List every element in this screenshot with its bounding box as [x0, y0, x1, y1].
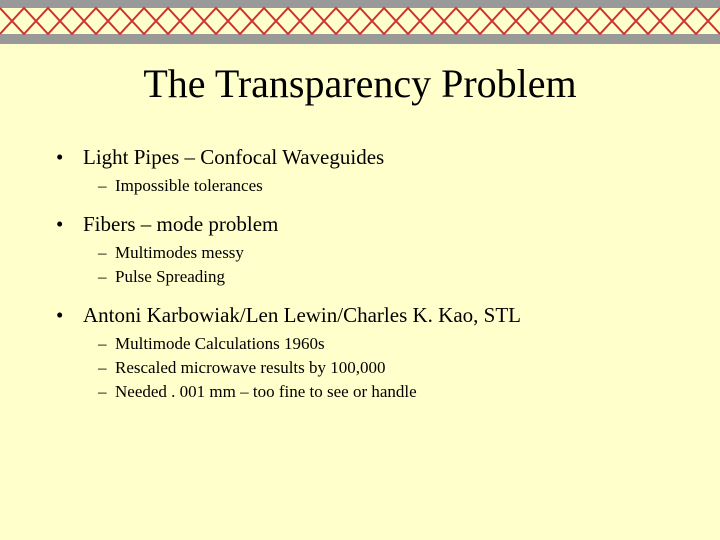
slide-title: The Transparency Problem	[143, 61, 577, 106]
sub-item	[98, 265, 696, 289]
sub-item-text: Pulse Spreading	[115, 267, 226, 286]
bullet-glyph: •	[56, 212, 64, 236]
sub-item	[98, 380, 696, 404]
bullet-item	[56, 143, 696, 198]
sub-item-text: Multimodes messy	[115, 243, 244, 262]
sub-item	[98, 356, 696, 380]
bullet-glyph: •	[56, 145, 64, 169]
sub-list	[56, 241, 696, 289]
banner-zigzag-line-b	[0, 8, 720, 34]
bullet-text: Fibers – mode problem	[83, 212, 279, 236]
dash-glyph: –	[98, 334, 107, 353]
dash-glyph: –	[98, 382, 107, 401]
dash-glyph: –	[98, 176, 107, 195]
sub-item-text: Needed . 001 mm – too fine to see or handle	[115, 382, 417, 401]
bullet-glyph: •	[56, 303, 64, 327]
bullet-row	[56, 210, 696, 239]
dash-glyph: –	[98, 358, 107, 377]
sub-item	[98, 174, 696, 198]
sub-item	[98, 241, 696, 265]
decorative-banner	[0, 0, 720, 48]
sub-item-text: Rescaled microwave results by 100,000	[115, 358, 386, 377]
bullet-list	[56, 143, 696, 416]
sub-item	[98, 332, 696, 356]
banner-bottom-band	[0, 34, 720, 44]
sub-item-text: Multimode Calculations 1960s	[115, 334, 325, 353]
bullet-text: Antoni Karbowiak/Len Lewin/Charles K. Kao, STL	[83, 303, 521, 327]
sub-item-text: Impossible tolerances	[115, 176, 263, 195]
bullet-item	[56, 210, 696, 289]
sub-list	[56, 332, 696, 404]
dash-glyph: –	[98, 243, 107, 262]
bullet-text: Light Pipes – Confocal Waveguides	[83, 145, 385, 169]
dash-glyph: –	[98, 267, 107, 286]
bullet-item	[56, 301, 696, 404]
sub-list	[56, 174, 696, 198]
bullet-row	[56, 143, 696, 172]
zigzag-banner-graphic	[0, 0, 720, 48]
bullet-row	[56, 301, 696, 330]
